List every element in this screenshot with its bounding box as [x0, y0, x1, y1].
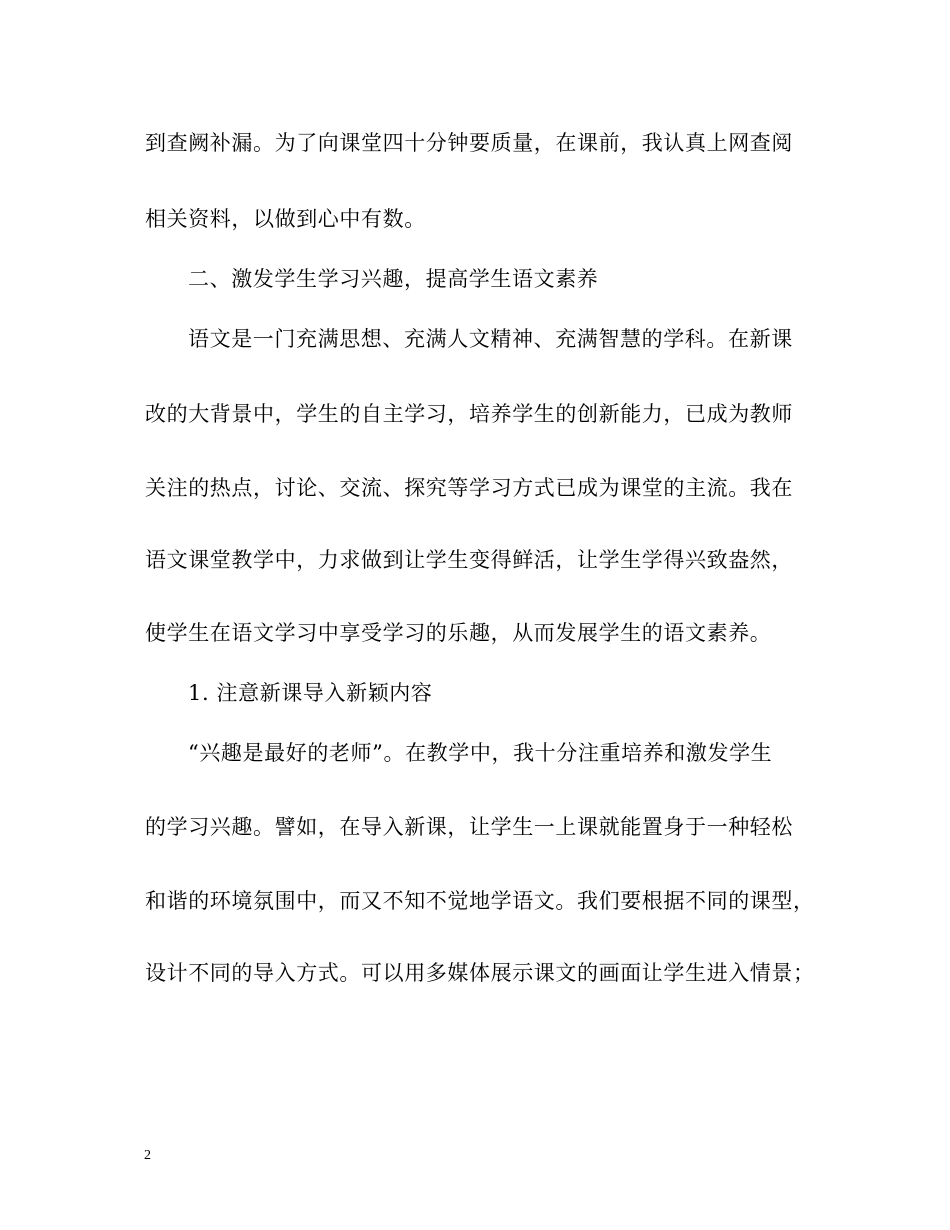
text-line: 的学习兴趣。譬如，在导入新课，让学生一上课就能置身于一种轻松: [145, 815, 793, 839]
text-line: 使学生在语文学习中享受学习的乐趣，从而发展学生的语文素养。: [145, 621, 772, 645]
text-line: 和谐的环境氛围中，而又不知不觉地学语文。我们要根据不同的课型，: [145, 889, 815, 913]
text-line: 关注的热点，讨论、交流、探究等学习方式已成为课堂的主流。我在: [145, 476, 793, 500]
section-heading: 二、激发学生学习兴趣，提高学生语文素养: [188, 267, 599, 291]
text-line: 改的大背景中，学生的自主学习，培养学生的创新能力，已成为教师: [145, 402, 793, 426]
page-number: 2: [144, 1148, 151, 1163]
text-line: 到查阙补漏。为了向课堂四十分钟要质量，在课前，我认真上网查阅: [145, 131, 793, 155]
subsection-heading: 1. 注意新课导入新颖内容: [188, 681, 433, 705]
text-line: 相关资料，以做到心中有数。: [145, 207, 426, 231]
text-line: “兴趣是最好的老师”。在教学中，我十分注重培养和激发学生: [188, 741, 773, 765]
text-line: 语文课堂教学中，力求做到让学生变得鲜活，让学生学得兴致盎然，: [145, 548, 793, 572]
text-line: 语文是一门充满思想、充满人文精神、充满智慧的学科。在新课: [188, 327, 793, 351]
text-line: 设计不同的导入方式。可以用多媒体展示课文的画面让学生进入情景；: [145, 961, 815, 985]
